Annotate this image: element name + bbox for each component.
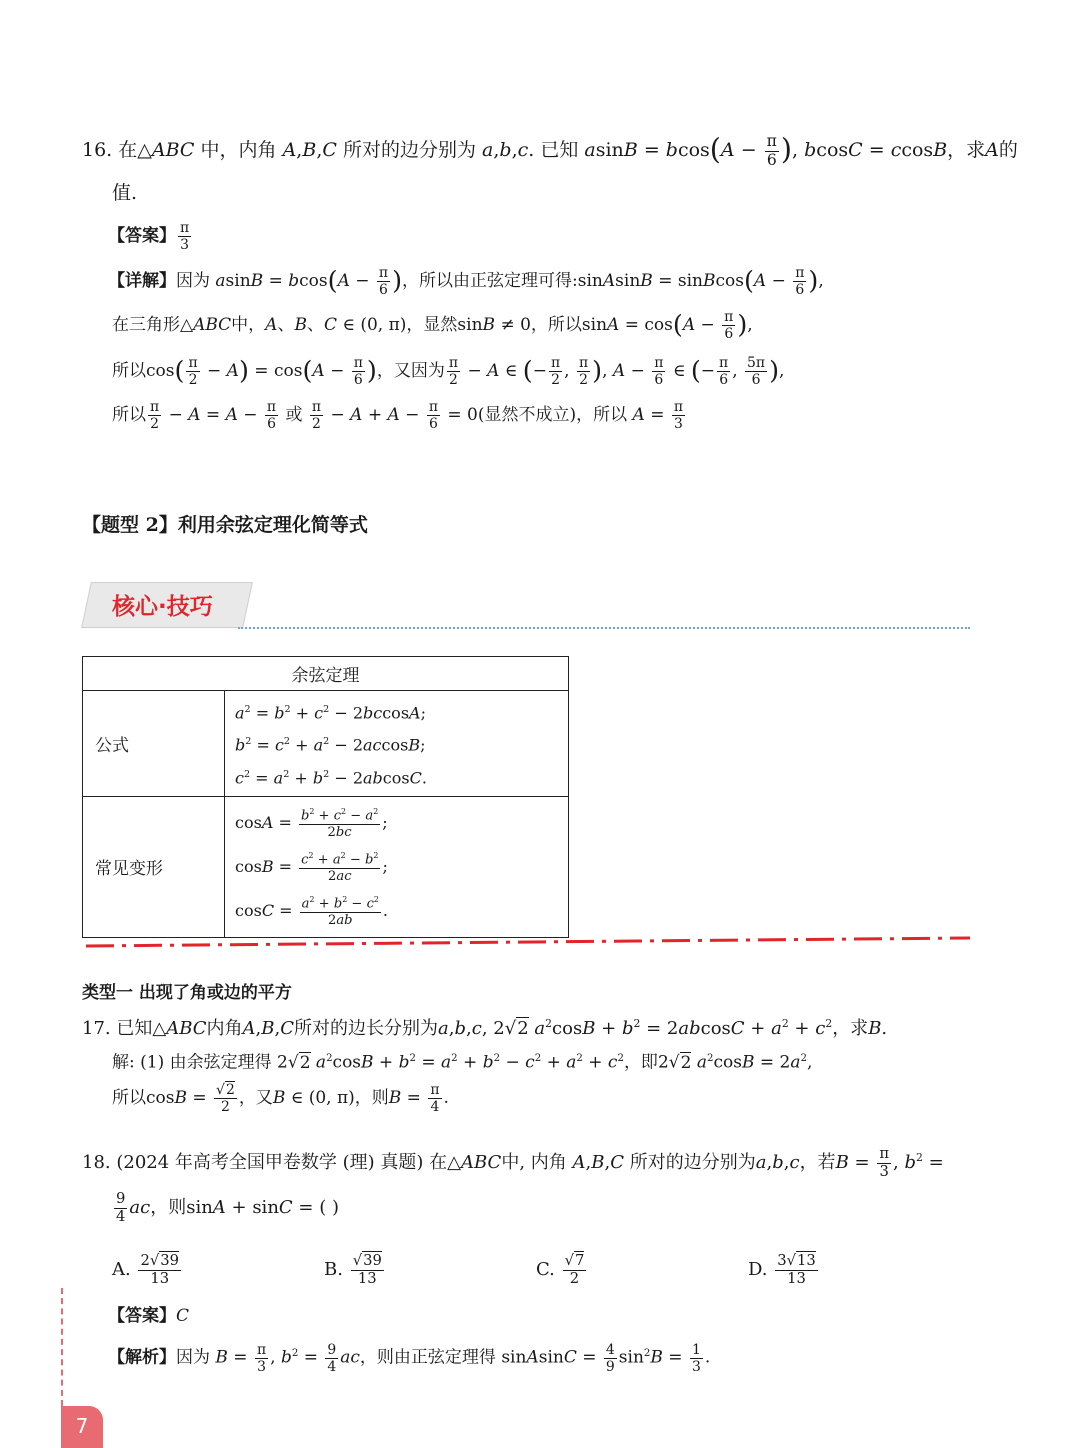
banner-text: 核心·技巧 <box>112 594 213 620</box>
q18-option-c[interactable]: C. $\frac{√7}{2}$ <box>536 1251 585 1287</box>
q16-statement-line2: 值. <box>112 182 138 204</box>
q16-answer: 【答案】 $\frac{\pi}{3}$ <box>108 219 190 253</box>
q16-solution-line3: 所以cos( $\frac{\pi}{2}$ − A) = cos(A − $\frac{\pi}{6}$ )，又因为 $\frac{\pi}{2}$ − A ∈ (− $\frac{\pi}{2}$ , $\frac{\pi}{2}$ ), A − $\frac{\pi}{6}$ ∈ (− $\frac{\pi}{6}$ , $\frac{5\pi}{6}$ ), <box>112 354 785 388</box>
q16-statement-line1: 16. 在△ABC 中，内角 A,B,C 所对的边分别为 a,b,c. 已知 asinB = bcos(A − $\frac{\pi}{6}$ ), bcosC = ccosB，求A的 <box>82 131 1018 169</box>
q17-solution-line2: 所以cosB = $\frac{√2}{2}$ ，又B ∈ (0, π)，则B = $\frac{\pi}{4}$ . <box>112 1081 449 1115</box>
q17-statement: 17. 已知△ABC内角A,B,C所对的边长分别为a,b,c, 2√2 $a^2\cos B + b^2 = 2abcosC + a^2 + c^2$，求B. <box>82 1017 888 1039</box>
q16-solution-line1: 【详解】因为 asinB = bcos(A − $\frac{\pi}{6}$ )，所以由正弦定理可得:sinAsinB = sinBcos(A − $\frac{\pi}{6}$ ), <box>108 264 824 298</box>
table-formula-cell <box>225 691 569 797</box>
q16-solution-line2: 在三角形△ABC中，A、B、C ∈ (0, π)，显然sinB ≠ 0，所以sinA = cos(A − $\frac{\pi}{6}$ ), <box>112 308 753 342</box>
type1-heading: 类型一 出现了角或边的平方 <box>82 983 292 1003</box>
q18-option-d[interactable]: D. $\frac{3√13}{13}$ <box>748 1251 816 1287</box>
table-variants-cell <box>225 796 569 937</box>
q18-statement-line2: $\frac{9}{4}$ ac，则sinA + sinC = ( ) <box>116 1189 340 1225</box>
page-dashed-guide <box>61 1288 63 1406</box>
formula-b: $b^2 = c^2 + a^2 - 2accosB$; <box>235 735 426 755</box>
q18-statement-line1: 18. (2024 年高考全国甲卷数学 (理) 真题) 在△ABC中, 内角 A,B,C 所对的边分别为a,b,c，若B = $\frac{\pi}{3}$ , $b^2$ = <box>82 1144 944 1180</box>
q16-solution-line4: 所以 $\frac{\pi}{2}$ − A = A − $\frac{\pi}{6}$ 或 $\frac{\pi}{2}$ − A + A − $\frac{\pi}{6}$ = 0(显然不成立)，所以 A = $\frac{\pi}{3}$ <box>112 398 684 432</box>
table-header: 余弦定理 <box>83 657 569 691</box>
variant-cos-b: cosB = $\frac{c^2 + a^2 - b^2}{2ac}$ ; <box>235 851 388 884</box>
red-dash-divider <box>86 934 972 950</box>
table-row-label-variants: 常见变形 <box>83 796 225 937</box>
q18-answer: 【答案】C <box>108 1306 190 1326</box>
banner-dotted-rule <box>238 627 970 629</box>
page-number: 7 <box>75 1414 89 1438</box>
variant-cos-a: cosA = $\frac{b^2 + c^2 - a^2}{2bc}$ ; <box>235 807 388 840</box>
section-title: 【题型 2】利用余弦定理化简等式 <box>82 514 368 536</box>
variant-cos-c: cosC = $\frac{a^2 + b^2 - c^2}{2ab}$ . <box>235 895 389 928</box>
q17-solution-line1: 解: (1) 由余弦定理得 2√2 $a^2\cos B + b^2 = a^2 + b^2 - c^2 + a^2 + c^2$，即2√2 $a^2\cos B = 2a^2$, <box>112 1052 813 1073</box>
formula-c: $c^2 = a^2 + b^2 - 2abcosC$. <box>235 767 427 787</box>
core-skills-banner <box>86 582 246 626</box>
table-row-label-formula: 公式 <box>83 691 225 797</box>
q18-analysis: 【解析】因为 B = $\frac{\pi}{3}$ , $b^2$ = $\frac{9}{4}$ ac，则由正弦定理得 sinAsinC = $\frac{4}{9}$ $\sin^2B$ = $\frac{1}{3}$ . <box>108 1341 711 1375</box>
q18-option-a[interactable]: A. $\frac{2√39}{13}$ <box>112 1251 180 1287</box>
formula-a: $a^2 = b^2 + c^2 - 2bccosA$; <box>235 703 426 723</box>
q18-option-b[interactable]: B. $\frac{√39}{13}$ <box>324 1251 382 1287</box>
cosine-law-table <box>82 656 569 938</box>
